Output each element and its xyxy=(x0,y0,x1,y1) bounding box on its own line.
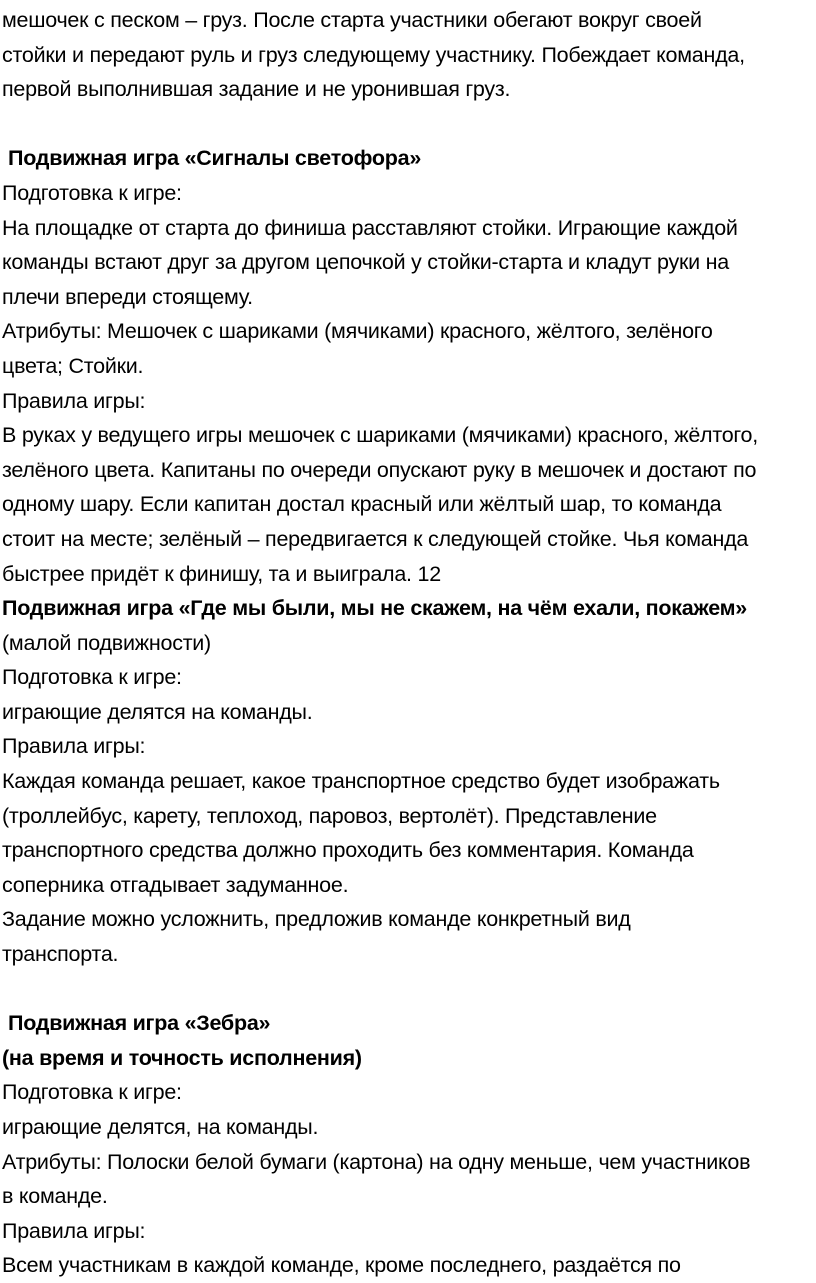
attributes-line: цвета; Стойки. xyxy=(2,353,144,378)
text-line: транспортного средства должно проходить без комментария. Команда xyxy=(2,838,694,863)
text-line: плечи впереди стоящему. xyxy=(2,284,253,309)
text-line: быстрее придёт к финишу, та и выиграла. 12 xyxy=(2,561,441,586)
text-line: (троллейбус, карету, теплоход, паровоз, вертолёт). Представление xyxy=(2,803,657,828)
intro-paragraph xyxy=(2,3,816,107)
blank-line xyxy=(2,972,816,1007)
section-subtitle: (малой подвижности) xyxy=(2,630,211,655)
text-line: команды встают друг за другом цепочкой у стойки-старта и кладут руки на xyxy=(2,250,729,275)
section-title: Подвижная игра «Зебра» xyxy=(8,1011,271,1036)
text-line: одному шару. Если капитан достал красный или жёлтый шар, то команда xyxy=(2,492,722,517)
text-line: Каждая команда решает, какое транспортное средство будет изображать xyxy=(2,769,720,794)
text-line: играющие делятся, на команды. xyxy=(2,1115,319,1139)
text-line: стойки и передают руль и груз следующему участнику. Побеждает команда, xyxy=(2,42,745,67)
rules-label: Правила игры: xyxy=(2,388,146,413)
text-line: Задание можно усложнить, предложив команде конкретный вид xyxy=(2,907,631,932)
text-line: В руках у ведущего игры мешочек с шариками (мячиками) красного, жёлтого, xyxy=(2,423,758,448)
text-line: Всем участникам в каждой команде, кроме последнего, раздаётся по xyxy=(2,1253,681,1278)
game-where-we-were xyxy=(2,591,816,972)
text-line: соперника отгадывает задуманное. xyxy=(2,872,349,897)
prep-label: Подготовка к игре: xyxy=(2,665,182,690)
attributes-line: в команде. xyxy=(2,1184,108,1209)
prep-label: Подготовка к игре: xyxy=(2,1080,182,1105)
text-line: зелёного цвета. Капитаны по очереди опускают руку в мешочек и достают по xyxy=(2,457,757,482)
text-line: первой выполнившая задание и не уронившая груз. xyxy=(2,77,511,102)
rules-label: Правила игры: xyxy=(2,734,146,759)
game-zebra xyxy=(2,1006,816,1283)
section-title: Подвижная игра «Сигналы светофора» xyxy=(8,146,422,171)
text-line: стоит на месте; зелёный – передвигается к следующей стойке. Чья команда xyxy=(2,526,749,551)
text-line: На площадке от старта до финиша расставляют стойки. Играющие каждой xyxy=(2,215,738,240)
blank-line xyxy=(2,107,816,142)
text-line: играющие делятся на команды. xyxy=(2,699,313,724)
attributes-line: Атрибуты: Мешочек с шариками (мячиками) красного, жёлтого, зелёного xyxy=(2,319,713,344)
text-line: мешочек с песком – груз. После старта участники обегают вокруг своей xyxy=(2,8,702,32)
prep-label: Подготовка к игре: xyxy=(2,180,182,205)
attributes-line: Атрибуты: Полоски белой бумаги (картона) на одну меньше, чем участников xyxy=(2,1149,751,1174)
rules-label: Правила игры: xyxy=(2,1218,146,1243)
section-subtitle: (на время и точность исполнения) xyxy=(2,1045,362,1070)
game-traffic-signals xyxy=(2,141,816,591)
text-line: транспорта. xyxy=(2,942,119,967)
section-title: Подвижная игра «Где мы были, мы не скажем, на чём ехали, покажем» xyxy=(2,596,747,621)
